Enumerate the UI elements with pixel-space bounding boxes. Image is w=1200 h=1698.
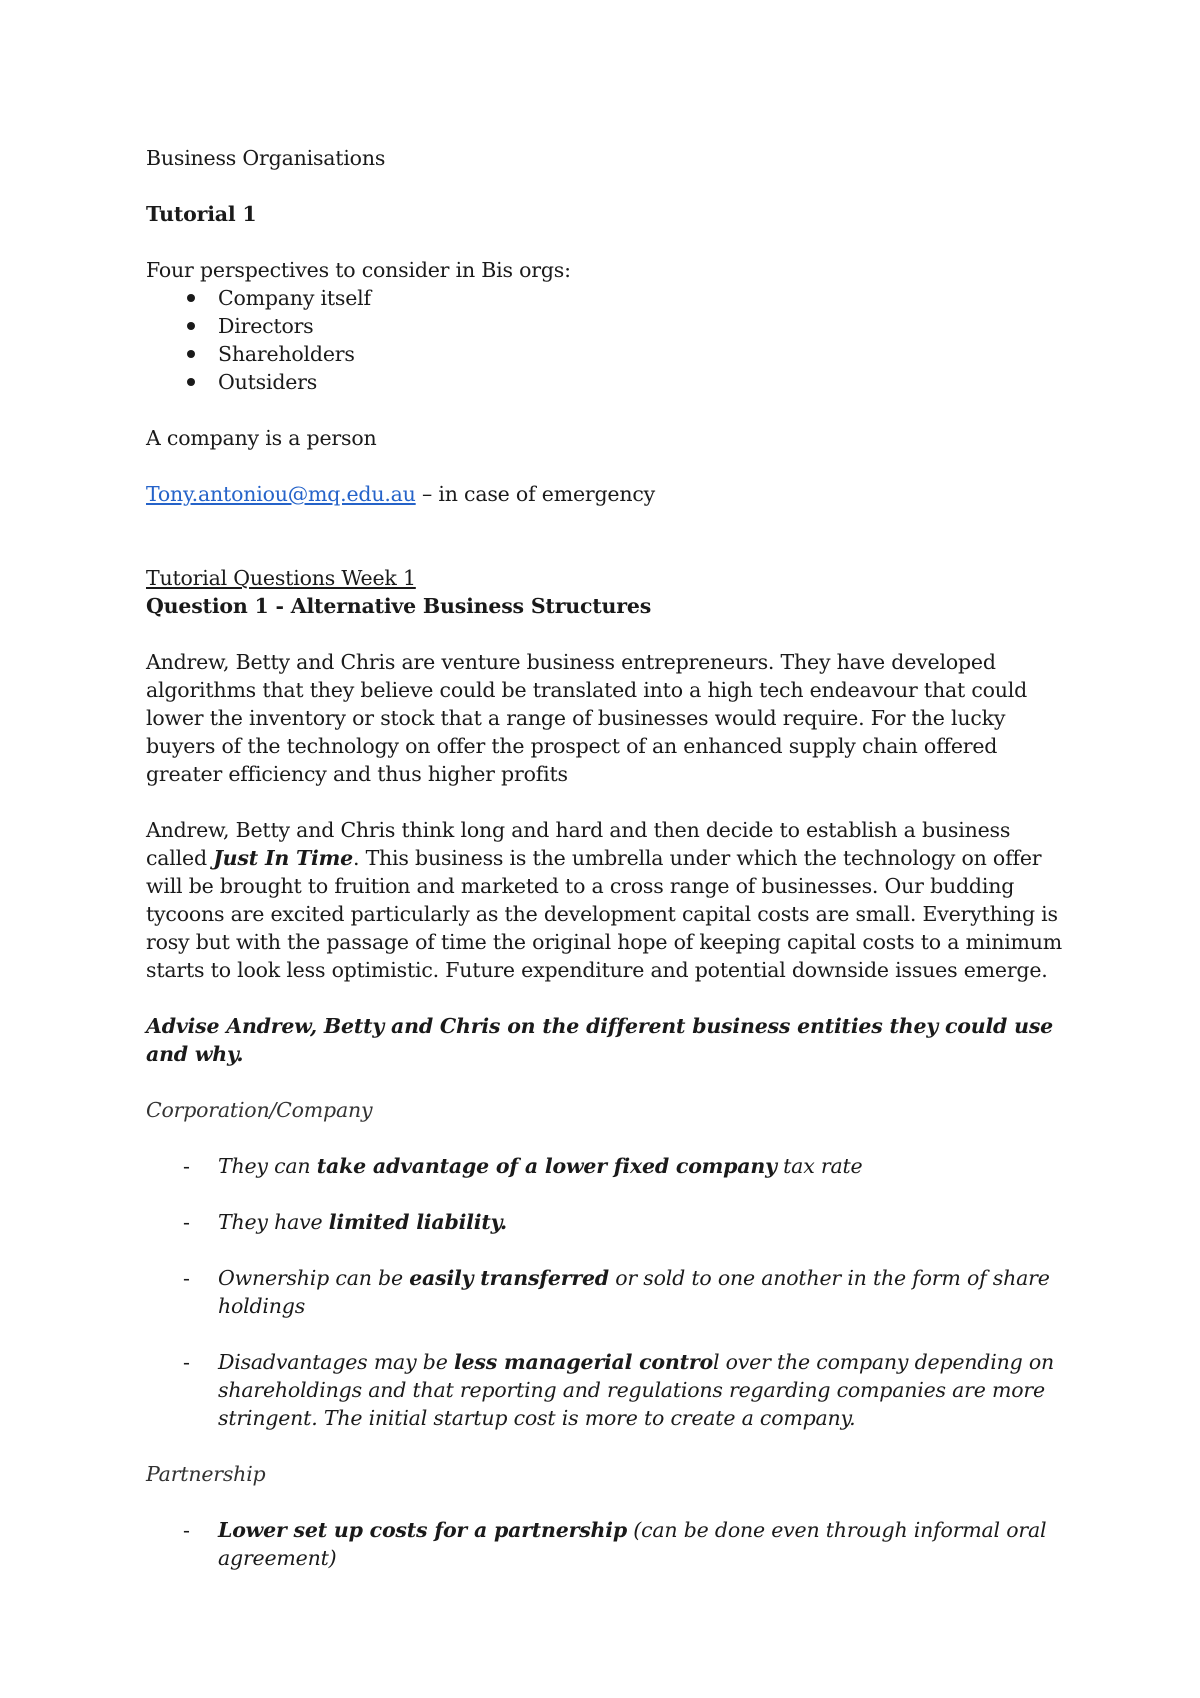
week-heading: Tutorial Questions Week 1 (146, 566, 416, 590)
dash-marker: - (183, 1350, 190, 1374)
business-name: Just In Time (213, 846, 353, 870)
company-person-note: A company is a person (146, 426, 377, 450)
perspectives-intro: Four perspectives to consider in Bis orgs: (146, 258, 571, 282)
email-suffix: – in case of emergency (415, 482, 656, 506)
question-heading: Question 1 - Alternative Business Structures (146, 594, 652, 618)
list-item: - They have limited liability. (183, 1210, 507, 1234)
contact-line (146, 480, 1076, 508)
corporation-list (146, 1152, 1076, 1432)
partnership-heading: Partnership (146, 1462, 266, 1486)
dash-marker: - (183, 1210, 190, 1234)
list-item: - They can take advantage of a lower fixed company tax rate (183, 1154, 863, 1178)
document-body (146, 144, 1076, 1572)
dash-marker: - (183, 1154, 190, 1178)
list-item: Outsiders (146, 368, 1076, 396)
dash-marker: - (183, 1518, 190, 1542)
dash-marker: - (183, 1266, 190, 1290)
paragraph-2: Andrew, Betty and Chris think long and hard and then decide to establish a business called Just In Time. This business is the umbrella under which the technology on offer will be brought to fruition and marketed to a cross range of businesses. Our budding tycoons are excited particularly as the development capital costs are small. Everything is rosy but with the passage of time the original hope of keeping capital costs to a minimum starts to look less optimistic. Future expenditure and potential downside issues emerge. (146, 818, 1063, 982)
list-item: - Lower set up costs for a partnership (can be done even through informal oral agreement) (183, 1518, 1047, 1570)
perspectives-list (146, 284, 1076, 396)
list-item: Shareholders (146, 340, 1076, 368)
corporation-heading: Corporation/Company (146, 1098, 373, 1122)
partnership-list (146, 1516, 1076, 1572)
bullet-icon (187, 294, 195, 302)
tutorial-heading: Tutorial 1 (146, 202, 257, 226)
bullet-icon (187, 378, 195, 386)
email-link[interactable]: Tony.antoniou@mq.edu.au (146, 482, 416, 506)
advise-prompt: Advise Andrew, Betty and Chris on the different business entities they could use and why. (146, 1014, 1054, 1066)
list-item: Company itself (146, 284, 1076, 312)
document-title: Business Organisations (146, 146, 386, 170)
list-item: Directors (146, 312, 1076, 340)
list-item: - Disadvantages may be less managerial control over the company depending on shareholdings and that reporting and regulations regarding companies are more stringent. The initial startup cost is more to create a company. (183, 1350, 1054, 1430)
list-item: - Ownership can be easily transferred or sold to one another in the form of share holdings (183, 1266, 1050, 1318)
bullet-icon (187, 322, 195, 330)
paragraph-1: Andrew, Betty and Chris are venture business entrepreneurs. They have developed algorithms that they believe could be translated into a high tech endeavour that could lower the inventory or stock that a range of businesses would require. For the lucky buyers of the technology on offer the prospect of an enhanced supply chain offered greater efficiency and thus higher profits (146, 650, 1028, 786)
bullet-icon (187, 350, 195, 358)
